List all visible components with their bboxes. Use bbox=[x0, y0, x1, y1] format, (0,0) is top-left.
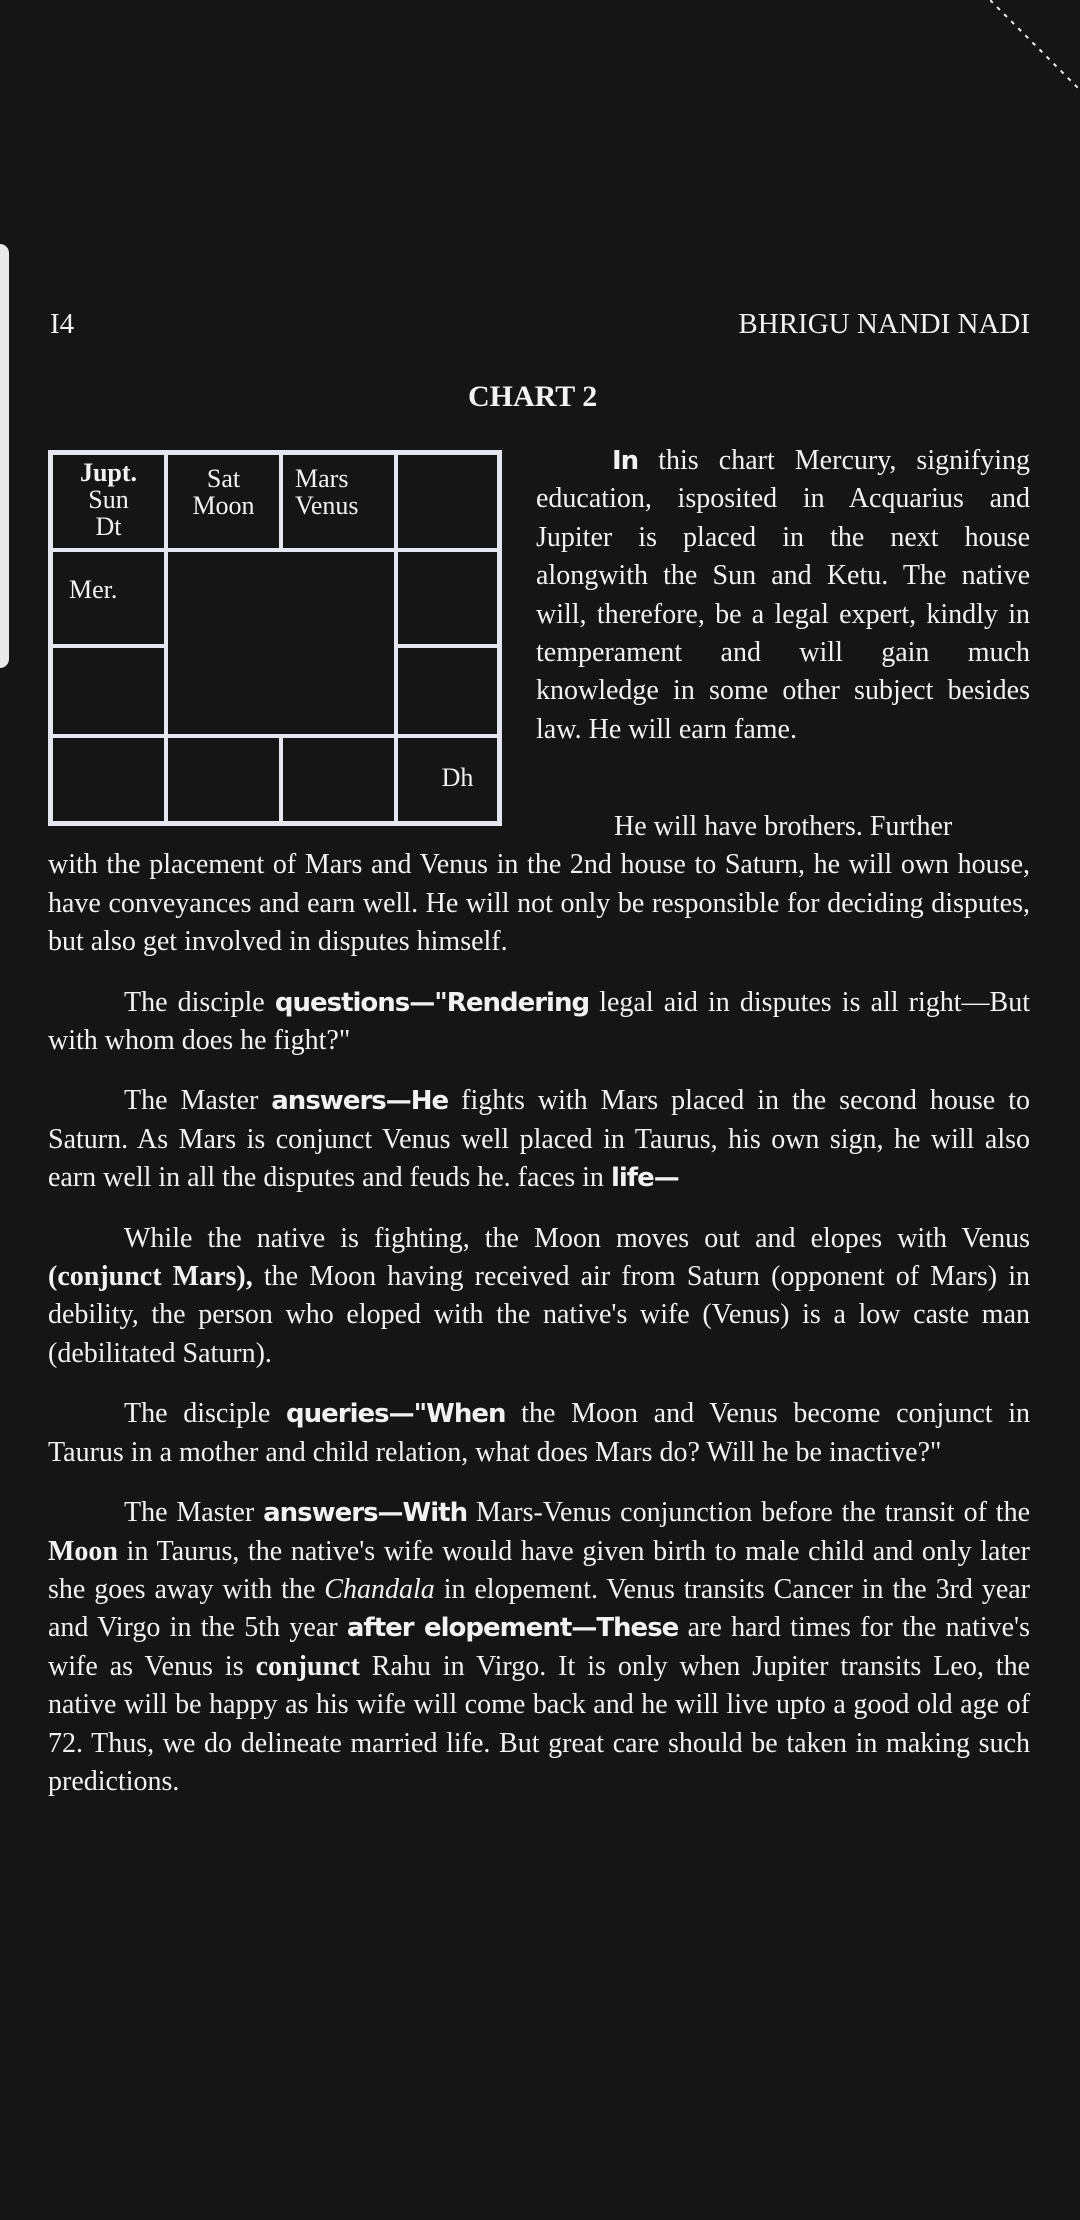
chart-cell-r2c4 bbox=[396, 550, 499, 646]
chart-title: CHART 2 bbox=[468, 380, 598, 413]
chart-cell-r1c3: Mars Venus bbox=[281, 453, 396, 550]
chart-center bbox=[166, 550, 396, 736]
chart-cell-r1c2: Sat Moon bbox=[166, 453, 281, 550]
paragraph-disciple-question: The disciple questions—"Rendering legal aid in disputes is all right—But with whom does he fight?" bbox=[48, 986, 1031, 1057]
chart-cell-r3c4 bbox=[396, 646, 499, 736]
running-title: BHRIGU NANDI NADI bbox=[738, 308, 1030, 340]
chart-cell-r3c1 bbox=[51, 646, 166, 736]
paragraph-master-answer: The Master answers—He fights with Mars placed in the second house to Saturn. As Mars is conjunct Venus well placed in Taurus, his own sign, he will also earn well in all the disputes and feuds he. faces in life— bbox=[48, 1085, 1030, 1194]
paragraph-moon-elopes: While the native is fighting, the Moon moves out and elopes with Venus (conjunct Mars), the Moon having received air from Saturn (opponent of Mars) in debility, the person who eloped with the native's wife (Venus) is a low caste man (debilitated Saturn). bbox=[48, 1222, 1030, 1369]
page-number: I4 bbox=[50, 308, 75, 340]
chart-cell-r4c4: Dh bbox=[396, 736, 499, 823]
corner-dotted-line bbox=[990, 0, 1080, 90]
side-panel-handle[interactable] bbox=[0, 244, 9, 668]
chart-cell-r2c1: Mer. bbox=[51, 550, 166, 646]
paragraph-intro: In this chart Mercury, signifying education, isposited in Acquarius and Jupiter is placed in the next house alongwith the Sun and Ketu. The native will, therefore, be a legal expert, kindly in temperament and will gain much knowledge in some other subject besides law. He will earn fame. bbox=[536, 445, 1030, 745]
horoscope-chart bbox=[48, 450, 502, 826]
paragraph-brothers: He will have brothers. Further with the placement of Mars and Venus in the 2nd house to Saturn, he will own house, have conveyances and earn well. He will not only be responsible for deciding disputes, but also get involved in disputes himself. bbox=[48, 811, 1030, 958]
paragraph-disciple-query: The disciple queries—"When the Moon and Venus become conjunct in Taurus in a mother and child relation, what does Mars do? Will he be inactive?" bbox=[48, 1398, 1030, 1468]
chart-cell-r1c1: Jupt. Sun Dt bbox=[51, 453, 166, 550]
paragraph-master-final: The Master answers—With Mars-Venus conjunction before the transit of the Moon in Taurus, the native's wife would have given birth to male child and only later she goes away with the Chandala in elopement. Venus transits Cancer in the 3rd year and Virgo in the 5th year after elopement—These are hard times for the native's wife as Venus is conjunct Rahu in Virgo. It is only when Jupiter transits Leo, the native will be happy as his wife will come back and he will live upto a good old age of 72. Thus, we do delineate married life. But great care should be taken in making such predictions. bbox=[48, 1497, 1031, 1797]
main-text bbox=[48, 808, 1030, 1823]
chart-cell-r1c4 bbox=[396, 453, 499, 550]
